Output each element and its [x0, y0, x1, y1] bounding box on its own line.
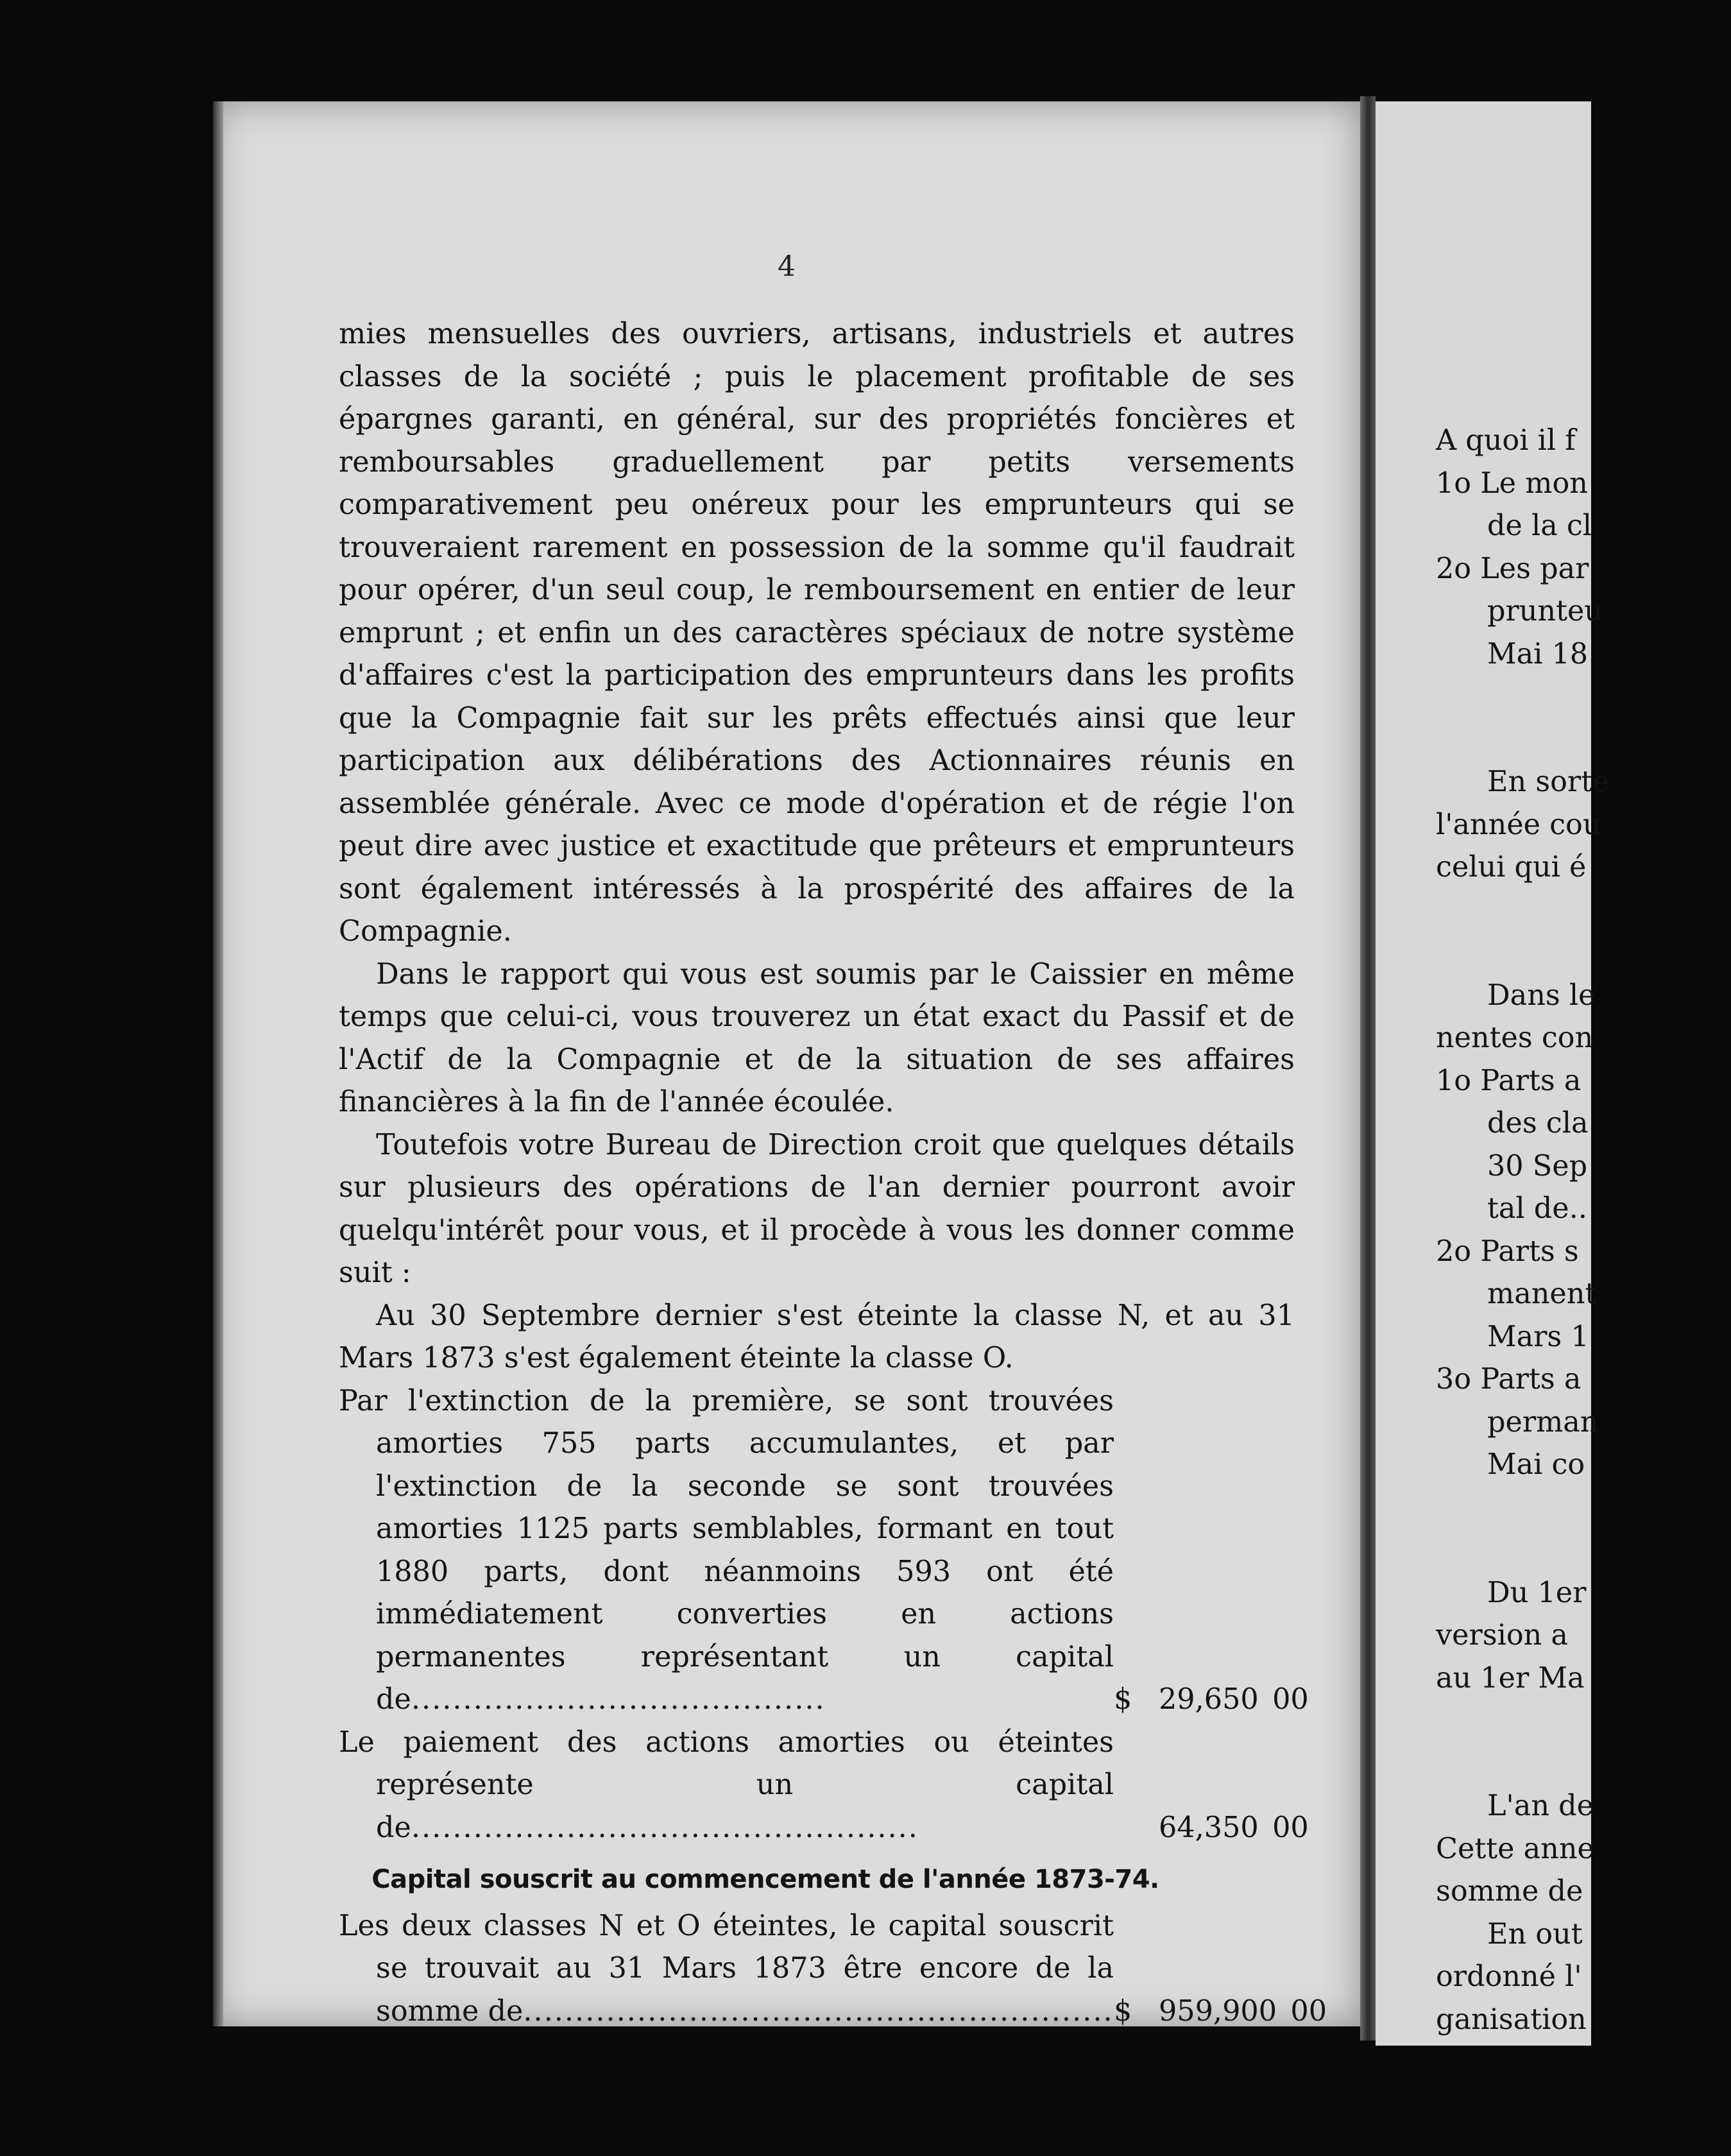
right-page-line: ordonné l' — [1436, 1960, 1582, 1993]
right-page-line — [1436, 676, 1731, 719]
ledger-amount — [1114, 1990, 1327, 2033]
right-page-line — [1436, 1700, 1731, 1743]
right-page-line: Dans le — [1487, 979, 1596, 1012]
right-page-line: version a — [1436, 1619, 1568, 1652]
amount-cents: 00 — [1272, 1811, 1309, 1844]
right-page-line: ganisation — [1436, 2003, 1587, 2036]
right-page-line — [1436, 1487, 1731, 1530]
right-page-line: 2o Les par — [1436, 552, 1589, 585]
right-page-line: A quoi il f — [1436, 424, 1576, 457]
left-page — [213, 101, 1360, 2026]
right-page-line: de la cl — [1487, 509, 1592, 542]
right-page-line: 30 Sep — [1487, 1149, 1588, 1183]
right-page-line: manent — [1487, 1278, 1597, 1310]
paragraph-3: Toutefois votre Bureau de Direction croit que quelques détails sur plusieurs des opérations de l'an dernier pourront avoir quelqu'intérêt pour vous, et il procède à vous les donner comme suit : — [339, 1128, 1295, 1289]
right-page-line: tal de.. — [1487, 1192, 1587, 1225]
right-page-line: perman — [1487, 1405, 1599, 1439]
amount-cents: 00 — [1290, 1994, 1327, 2028]
right-page-line — [1436, 1529, 1731, 1572]
paragraph-4: Au 30 Septembre dernier s'est éteinte la classe N, et au 31 Mars 1873 s'est également éteinte la classe O. — [339, 1299, 1295, 1374]
right-page-line: Cette anne — [1436, 1832, 1594, 1865]
paragraph-2: Dans le rapport qui vous est soumis par le Caissier en même temps que celui-ci, vous trouverez un état exact du Passif et de l'Actif de la Compagnie et de la situation de ses affaires financières à la fin de l'année écoulée. — [339, 957, 1295, 1118]
right-page-line: Mai co — [1487, 1448, 1585, 1481]
right-page-line: Mai 18 — [1487, 637, 1589, 671]
right-page-text — [1436, 420, 1731, 2041]
ledger-amount — [1114, 1679, 1309, 1722]
right-page-line: 3o Parts a — [1436, 1363, 1582, 1396]
right-page-line: nentes con — [1436, 1022, 1594, 1054]
left-page-text — [339, 313, 1327, 2033]
page-number: 4 — [778, 250, 796, 283]
right-page-line — [1436, 889, 1731, 932]
right-page-line: 2o Parts s — [1436, 1235, 1579, 1268]
ledger-entry-amorties — [339, 1380, 1309, 1722]
right-page-line: En out — [1487, 1917, 1583, 1951]
right-page-line: des cla — [1487, 1107, 1589, 1140]
dot-leader: ........................................ — [411, 1683, 826, 1716]
section-heading: Capital souscrit au commencement de l'année 1873-74. — [371, 1865, 1159, 1894]
right-page-line — [1436, 932, 1731, 975]
book-gutter — [1360, 96, 1376, 2041]
right-page-line: prunteu — [1487, 595, 1603, 628]
ledger-entry-text: Par l'extinction de la première, se sont trouvées amorties 755 parts accumulantes, et par l'extinction de la seconde se sont trouvées amorties 1125 parts semblables, formant en tout 1880 parts, dont néanmoins 593 ont été immédiatement converties en actions permanentes représentant un capital de........................................ — [339, 1384, 1114, 1716]
currency-sign: $ — [1114, 1683, 1132, 1716]
paragraph-1: mies mensuelles des ouvriers, artisans, industriels et autres classes de la société ; puis le placement profitable de ses épargnes garanti, en général, sur des propriétés foncières et remboursables graduellement par petits versements comparativement peu onéreux pour les emprunteurs qui se trouveraient rarement en possession de la somme qu'il faudrait pour opérer, d'un seul coup, le remboursement en entier de leur emprunt ; et enfin un des caractères spéciaux de notre système d'affaires c'est la participation des emprunteurs dans les profits que la Compagnie fait sur les prêts effectués ainsi que leur participation aux délibérations des Actionnaires réunis en assemblée générale. Avec ce mode d'opération et de régie l'on peut dire avec justice et exactitude que prêteurs et emprunteurs sont également intéressés à la prospérité des affaires de la Compagnie. — [339, 318, 1295, 948]
right-page-line: somme de — [1436, 1875, 1583, 1908]
ledger-entry-capital — [339, 1905, 1327, 2033]
ledger-entry-paiement — [339, 1722, 1309, 1850]
right-page-line: Mars 1 — [1487, 1320, 1589, 1353]
right-page-line: 1o Parts a — [1436, 1064, 1582, 1097]
ledger-entry-text: Le paiement des actions amorties ou éteintes représente un capital de................................................. — [339, 1725, 1114, 1844]
amount-value: 64,350 — [1159, 1811, 1259, 1844]
right-page-line: au 1er Ma — [1436, 1661, 1585, 1695]
dot-leader: ......................................................... — [523, 1994, 1114, 2028]
ledger-entry-text: Les deux classes N et O éteintes, le capital souscrit se trouvait au 31 Mars 1873 être encore de la somme de......................................................... — [339, 1909, 1114, 2028]
right-page — [1376, 101, 1610, 2046]
right-page-line: Du 1er — [1487, 1576, 1587, 1609]
right-page-line: celui qui é — [1436, 851, 1587, 884]
right-page-line: l'année cou — [1436, 808, 1601, 841]
right-page-line: 1o Le mon — [1436, 466, 1588, 500]
amount-value: 959,900 — [1159, 1994, 1277, 2028]
right-page-line: L'an de — [1487, 1790, 1594, 1822]
currency-sign: $ — [1114, 1994, 1132, 2028]
right-page-line — [1436, 719, 1731, 762]
right-page-line — [1436, 1743, 1731, 1786]
ledger-amount — [1114, 1807, 1309, 1850]
amount-cents: 00 — [1272, 1683, 1309, 1716]
dot-leader: ................................................. — [411, 1811, 919, 1844]
right-page-line: En sorte — [1487, 766, 1610, 798]
amount-value: 29,650 — [1159, 1683, 1259, 1716]
